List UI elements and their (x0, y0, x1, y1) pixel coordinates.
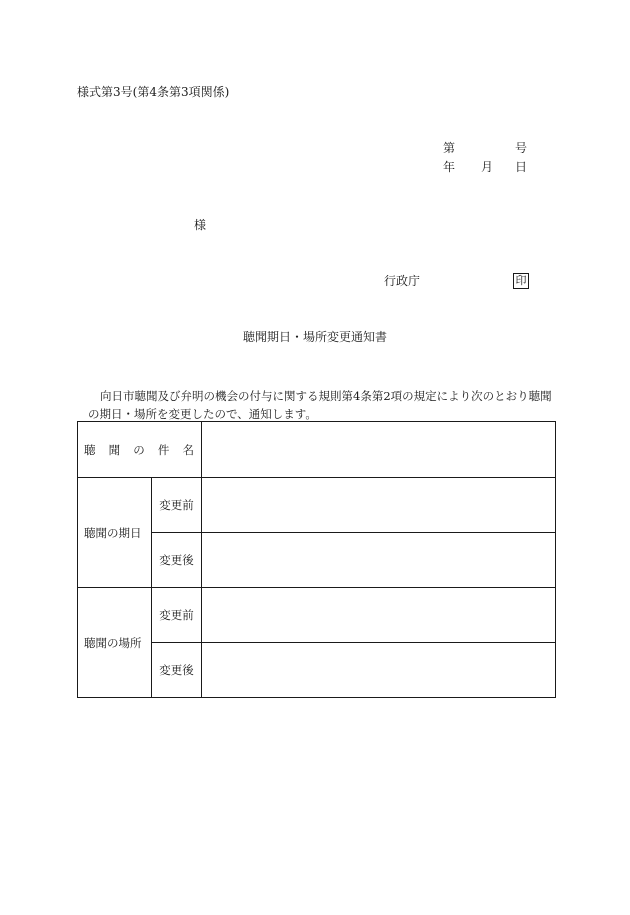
form-number: 様式第3号(第4条第3項関係) (77, 85, 230, 99)
date-before-row (78, 478, 556, 533)
place-after-field[interactable] (202, 643, 556, 698)
document-body-text: 向日市聴聞及び弁明の機会の付与に関する規則第4条第2項の規定により次のとおり聴聞の期日・場所を変更したので、通知します。 (88, 389, 552, 421)
document-title: 聴聞期日・場所変更通知書 (242, 330, 387, 344)
case-name-label-char: 件 (157, 442, 170, 457)
case-name-field[interactable] (202, 422, 556, 478)
change-notice-table (77, 421, 556, 698)
case-name-label-char: の (133, 442, 145, 457)
document-number-suffix: 号 (515, 141, 528, 155)
date-day-label: 日 (515, 160, 528, 174)
case-name-label-char: 聴 (84, 442, 96, 457)
date-after-field[interactable] (202, 533, 556, 588)
case-name-label-char: 名 (182, 442, 194, 457)
date-year-label: 年 (443, 160, 456, 174)
issuing-agency: 行政庁 (384, 274, 421, 288)
place-before-row (78, 588, 556, 643)
document-number-prefix: 第 (443, 141, 456, 155)
place-after-label: 変更後 (152, 643, 202, 698)
date-after-label: 変更後 (152, 533, 202, 588)
addressee-honorific: 様 (194, 218, 207, 232)
place-before-label: 変更前 (152, 588, 202, 643)
date-before-field[interactable] (202, 478, 556, 533)
place-before-field[interactable] (202, 588, 556, 643)
case-name-label-char: 聞 (108, 442, 121, 457)
case-name-row (78, 422, 556, 478)
date-before-label: 変更前 (152, 478, 202, 533)
case-name-label (78, 422, 202, 478)
hearing-date-label: 聴聞の期日 (78, 478, 152, 588)
hearing-place-label: 聴聞の場所 (78, 588, 152, 698)
date-month-label: 月 (481, 160, 494, 174)
seal-mark: 印 (513, 273, 529, 289)
